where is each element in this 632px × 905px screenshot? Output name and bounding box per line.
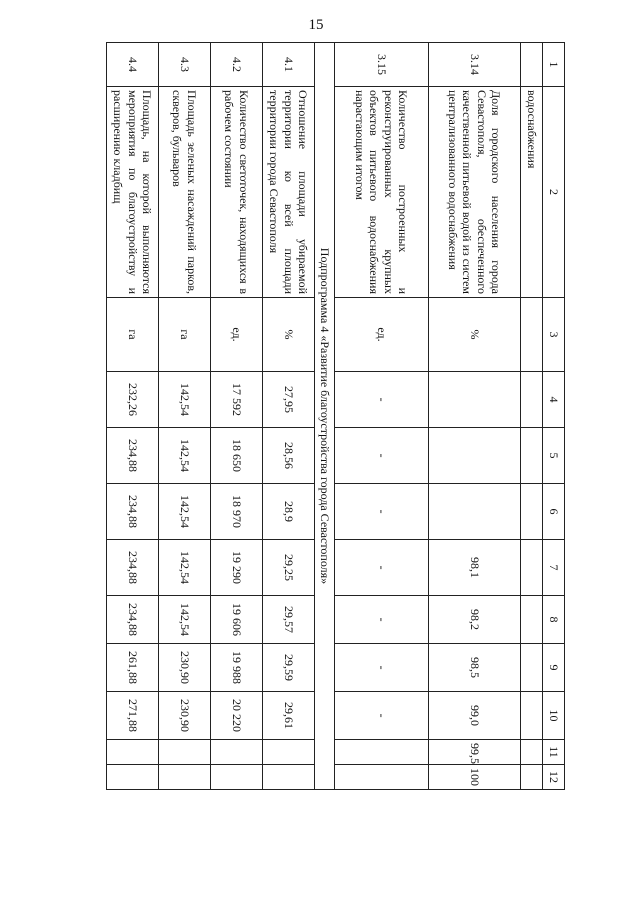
row-number: 3.14 [429, 43, 521, 87]
value-cell [429, 484, 521, 540]
rotated-table-container [108, 42, 565, 789]
header-cell: 4 [543, 372, 565, 428]
value-cell: - [335, 540, 429, 596]
value-cell: 142,54 [159, 372, 211, 428]
value-cell: - [335, 428, 429, 484]
value-cell: 19 988 [211, 644, 263, 692]
value-cell: 99,5 [429, 740, 521, 765]
row-number: 4.3 [159, 43, 211, 87]
continuation-empty-cell [521, 765, 543, 790]
header-cell: 3 [543, 298, 565, 372]
value-cell: 234,88 [107, 484, 159, 540]
value-cell: 234,88 [107, 540, 159, 596]
value-cell: 230,90 [159, 692, 211, 740]
continuation-empty-cell [521, 540, 543, 596]
value-cell [107, 740, 159, 765]
value-cell [335, 740, 429, 765]
unit-cell: га [107, 298, 159, 372]
value-cell: 29,61 [263, 692, 315, 740]
continuation-empty-cell [521, 298, 543, 372]
table-row [429, 43, 521, 790]
value-cell: 27,95 [263, 372, 315, 428]
value-cell: 18 650 [211, 428, 263, 484]
row-number: 3.15 [335, 43, 429, 87]
continuation-empty-cell [521, 372, 543, 428]
value-cell [211, 740, 263, 765]
continuation-empty-cell [521, 740, 543, 765]
value-cell: 17 592 [211, 372, 263, 428]
value-cell [211, 765, 263, 790]
subprogram-title: Подпрограмма 4 «Развитие благоустройства города Севастополя» [315, 43, 335, 790]
value-cell: 234,88 [107, 428, 159, 484]
header-cell: 1 [543, 43, 565, 87]
table-row [107, 43, 159, 790]
header-cell: 10 [543, 692, 565, 740]
indicator-name: Количество светоточек, находящихся в рабочем состоянии [211, 87, 263, 298]
value-cell [263, 740, 315, 765]
unit-cell: га [159, 298, 211, 372]
continuation-text: водоснабжения [521, 87, 543, 298]
unit-cell: ед. [335, 298, 429, 372]
indicators-table [106, 42, 565, 790]
value-cell [107, 765, 159, 790]
value-cell: 19 606 [211, 596, 263, 644]
value-cell [429, 428, 521, 484]
indicator-name: Площадь, на которой выполняются мероприятия по благоустройству и расширению кладбищ [107, 87, 159, 298]
continuation-num-cell [521, 43, 543, 87]
value-cell: - [335, 372, 429, 428]
table-row [335, 43, 429, 790]
continuation-row [521, 43, 543, 790]
value-cell: - [335, 596, 429, 644]
value-cell: 19 290 [211, 540, 263, 596]
unit-cell: % [263, 298, 315, 372]
value-cell: 20 220 [211, 692, 263, 740]
continuation-empty-cell [521, 428, 543, 484]
value-cell: - [335, 644, 429, 692]
value-cell: 234,88 [107, 596, 159, 644]
row-number: 4.4 [107, 43, 159, 87]
table-row [159, 43, 211, 790]
header-cell: 5 [543, 428, 565, 484]
value-cell [159, 765, 211, 790]
table-row [263, 43, 315, 790]
value-cell: - [335, 484, 429, 540]
value-cell: 99,0 [429, 692, 521, 740]
value-cell: - [335, 692, 429, 740]
indicator-name: Отношение площади убираемой территории ко всей площади территории города Севастополя [263, 87, 315, 298]
value-cell: 142,54 [159, 596, 211, 644]
value-cell: 142,54 [159, 484, 211, 540]
indicator-name: Доля городского населения города Севастополя, обеспеченного качественной питьевой водой из систем централизованного водоснабжения [429, 87, 521, 298]
value-cell: 29,25 [263, 540, 315, 596]
header-cell: 9 [543, 644, 565, 692]
value-cell: 28,56 [263, 428, 315, 484]
unit-cell: ед. [211, 298, 263, 372]
page-number: 15 [308, 17, 324, 33]
value-cell [429, 372, 521, 428]
value-cell: 29,59 [263, 644, 315, 692]
value-cell: 142,54 [159, 428, 211, 484]
header-row [543, 43, 565, 790]
value-cell: 18 970 [211, 484, 263, 540]
value-cell: 142,54 [159, 540, 211, 596]
header-cell: 7 [543, 540, 565, 596]
header-cell: 11 [543, 740, 565, 765]
value-cell: 230,90 [159, 644, 211, 692]
header-cell: 12 [543, 765, 565, 790]
value-cell: 28,9 [263, 484, 315, 540]
indicator-name: Количество построенных и реконструированных крупных объектов питьевого водоснабжения нарастающим итогом [335, 87, 429, 298]
header-cell: 2 [543, 87, 565, 298]
unit-cell: % [429, 298, 521, 372]
value-cell: 261,88 [107, 644, 159, 692]
value-cell [263, 765, 315, 790]
value-cell: 232,26 [107, 372, 159, 428]
value-cell [335, 765, 429, 790]
header-cell: 8 [543, 596, 565, 644]
value-cell: 29,57 [263, 596, 315, 644]
subprogram-row [315, 43, 335, 790]
header-cell: 6 [543, 484, 565, 540]
value-cell: 98,2 [429, 596, 521, 644]
continuation-empty-cell [521, 644, 543, 692]
row-number: 4.1 [263, 43, 315, 87]
value-cell [159, 740, 211, 765]
value-cell: 98,1 [429, 540, 521, 596]
value-cell: 271,88 [107, 692, 159, 740]
row-number: 4.2 [211, 43, 263, 87]
indicator-name: Площадь зеленых насаждений парков, скверов, бульваров [159, 87, 211, 298]
value-cell: 98,5 [429, 644, 521, 692]
value-cell: 100 [429, 765, 521, 790]
table-row [211, 43, 263, 790]
continuation-empty-cell [521, 484, 543, 540]
continuation-empty-cell [521, 692, 543, 740]
continuation-empty-cell [521, 596, 543, 644]
